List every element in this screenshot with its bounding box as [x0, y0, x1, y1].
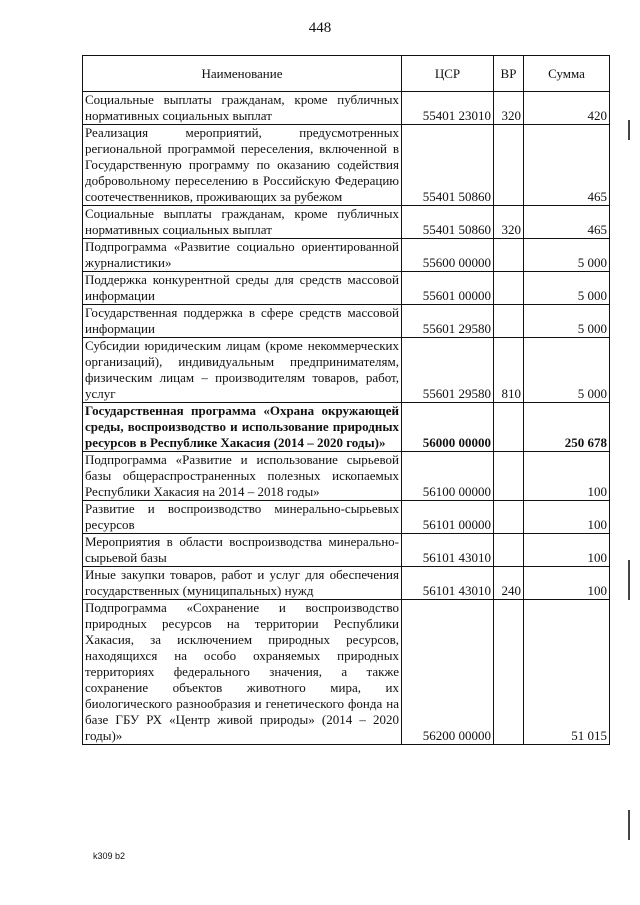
row-sum: 51 015	[524, 600, 610, 745]
row-name: Государственная программа «Охрана окружающей среды, воспроизводство и использование природных ресурсов в Республике Хакасия (2014 – 2020 годы)»	[83, 403, 402, 452]
row-name: Мероприятия в области воспроизводства минерально-сырьевой базы	[83, 534, 402, 567]
row-code: 56200 00000	[402, 600, 494, 745]
row-code: 55401 23010	[402, 92, 494, 125]
row-sum: 5 000	[524, 338, 610, 403]
row-code: 56000 00000	[402, 403, 494, 452]
budget-table	[82, 55, 610, 745]
row-name: Субсидии юридическим лицам (кроме некоммерческих организаций), индивидуальным предпринимателям, физическим лицам – производителям товаров, работ, услуг	[83, 338, 402, 403]
table-row	[83, 272, 610, 305]
row-code: 55401 50860	[402, 125, 494, 206]
row-name: Развитие и воспроизводство минерально-сырьевых ресурсов	[83, 501, 402, 534]
row-code: 55601 29580	[402, 305, 494, 338]
row-vr	[494, 501, 524, 534]
table-row	[83, 125, 610, 206]
table-row	[83, 305, 610, 338]
row-name: Поддержка конкурентной среды для средств массовой информации	[83, 272, 402, 305]
scan-edge-mark	[628, 560, 630, 600]
row-name: Подпрограмма «Сохранение и воспроизводство природных ресурсов на территории Республики Хакасия, за исключением природных ресурсов, находящихся на особо охраняемых природных территориях федерального значения, а также сохранение объектов животного мира, их биологического разнообразия и генетического фонда на базе ГБУ РХ «Центр живой природы» (2014 – 2020 годы)»	[83, 600, 402, 745]
row-sum: 250 678	[524, 403, 610, 452]
row-vr: 320	[494, 92, 524, 125]
table-row	[83, 338, 610, 403]
table-row	[83, 534, 610, 567]
scan-edge-mark	[628, 810, 630, 840]
table-row	[83, 567, 610, 600]
column-header-code: ЦСР	[402, 56, 494, 92]
row-sum: 100	[524, 567, 610, 600]
table-row	[83, 501, 610, 534]
row-vr: 320	[494, 206, 524, 239]
row-code: 55401 50860	[402, 206, 494, 239]
table-row	[83, 600, 610, 745]
row-sum: 100	[524, 452, 610, 501]
row-vr	[494, 403, 524, 452]
row-vr: 810	[494, 338, 524, 403]
footer-code: k309 b2	[93, 851, 126, 861]
table-row	[83, 92, 610, 125]
row-sum: 465	[524, 125, 610, 206]
row-sum: 420	[524, 92, 610, 125]
table-row	[83, 452, 610, 501]
row-name: Государственная поддержка в сфере средств массовой информации	[83, 305, 402, 338]
column-header-vr: ВР	[494, 56, 524, 92]
row-code: 56101 43010	[402, 567, 494, 600]
scan-edge-mark	[628, 120, 630, 140]
row-sum: 465	[524, 206, 610, 239]
row-name: Подпрограмма «Развитие социально ориентированной журналистики»	[83, 239, 402, 272]
row-sum: 5 000	[524, 272, 610, 305]
column-header-name: Наименование	[83, 56, 402, 92]
row-name: Реализация мероприятий, предусмотренных региональной программой переселения, включенной в Государственную программу по оказанию содействия добровольному переселению в Российскую Федерацию соотечественников, проживающих за рубежом	[83, 125, 402, 206]
row-name: Социальные выплаты гражданам, кроме публичных нормативных социальных выплат	[83, 206, 402, 239]
row-name: Социальные выплаты гражданам, кроме публичных нормативных социальных выплат	[83, 92, 402, 125]
row-sum: 5 000	[524, 305, 610, 338]
row-name: Иные закупки товаров, работ и услуг для обеспечения государственных (муниципальных) нужд	[83, 567, 402, 600]
row-vr	[494, 534, 524, 567]
row-vr	[494, 272, 524, 305]
table-row	[83, 403, 610, 452]
row-sum: 100	[524, 534, 610, 567]
row-code: 56101 43010	[402, 534, 494, 567]
row-code: 55600 00000	[402, 239, 494, 272]
row-code: 56100 00000	[402, 452, 494, 501]
row-code: 56101 00000	[402, 501, 494, 534]
table-row	[83, 206, 610, 239]
row-vr	[494, 452, 524, 501]
row-sum: 100	[524, 501, 610, 534]
column-header-sum: Сумма	[524, 56, 610, 92]
row-vr	[494, 600, 524, 745]
page-number: 448	[308, 20, 332, 36]
row-vr: 240	[494, 567, 524, 600]
row-vr	[494, 239, 524, 272]
row-sum: 5 000	[524, 239, 610, 272]
row-vr	[494, 305, 524, 338]
table-row	[83, 239, 610, 272]
table-header-row	[83, 56, 610, 92]
row-name: Подпрограмма «Развитие и использование сырьевой базы общераспространенных полезных ископаемых Республики Хакасия на 2014 – 2018 годы»	[83, 452, 402, 501]
row-code: 55601 29580	[402, 338, 494, 403]
row-vr	[494, 125, 524, 206]
row-code: 55601 00000	[402, 272, 494, 305]
